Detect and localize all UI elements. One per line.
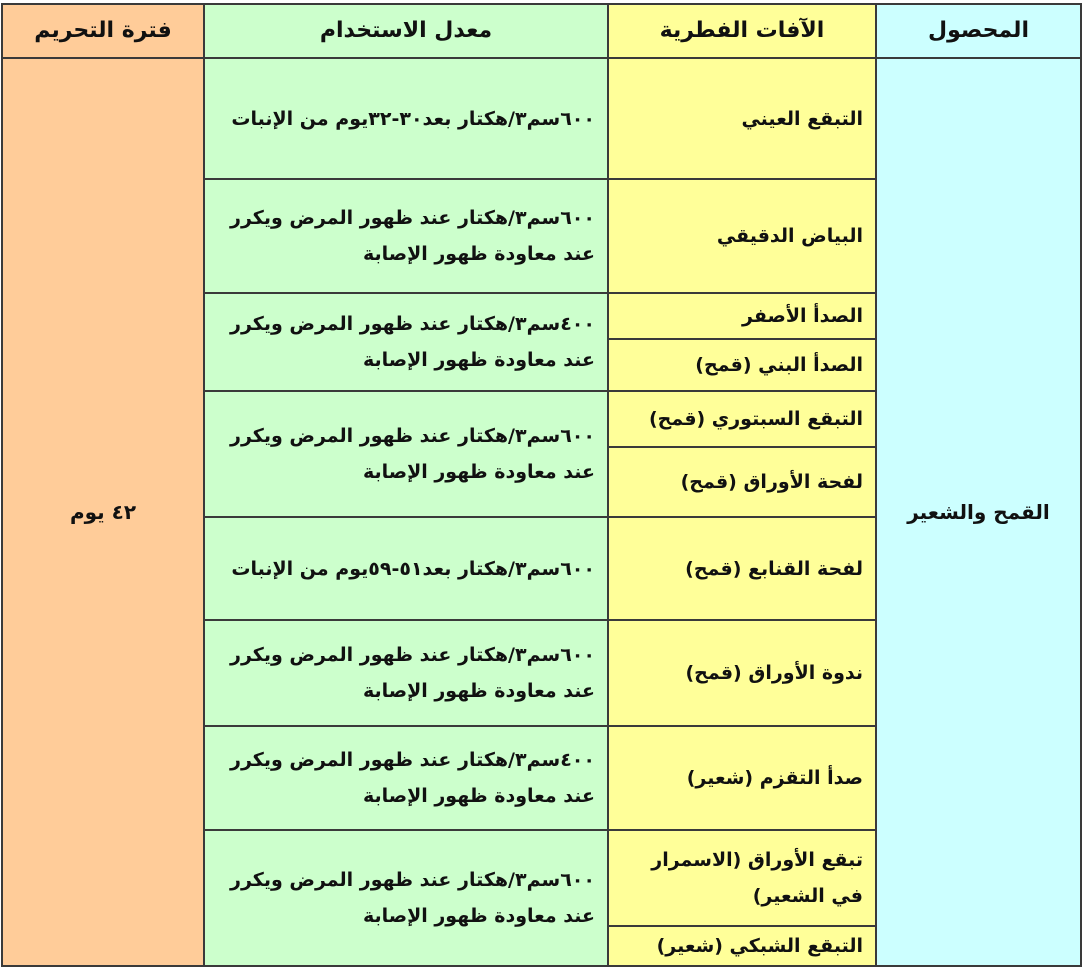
rate-cell: ٦٠٠سم٣/هكتار عند ظهور المرض ويكرر عند معاودة ظهور الإصابة xyxy=(204,830,608,966)
rate-cell: ٦٠٠سم٣/هكتار بعد٣٠-٣٢يوم من الإنبات xyxy=(204,58,608,179)
fungicide-table xyxy=(1,3,1082,967)
pest-cell: التبقع السبتوري (قمح) xyxy=(608,391,876,447)
rate-cell: ٤٠٠سم٣/هكتار عند ظهور المرض ويكرر عند معاودة ظهور الإصابة xyxy=(204,293,608,391)
rate-cell: ٦٠٠سم٣/هكتار عند ظهور المرض ويكرر عند معاودة ظهور الإصابة xyxy=(204,620,608,726)
table-row xyxy=(2,58,1081,179)
header-row xyxy=(2,4,1081,58)
header-period: فترة التحريم xyxy=(2,4,204,58)
pest-cell: التبقع العيني xyxy=(608,58,876,179)
header-pests: الآفات الفطرية xyxy=(608,4,876,58)
crop-cell: القمح والشعير xyxy=(876,58,1081,966)
pest-cell: صدأ التقزم (شعير) xyxy=(608,726,876,830)
period-cell: ٤٢ يوم xyxy=(2,58,204,966)
pest-cell: التبقع الشبكي (شعير) xyxy=(608,926,876,966)
header-crop: المحصول xyxy=(876,4,1081,58)
pest-cell: الصدأ البني (قمح) xyxy=(608,339,876,391)
pest-cell: لفحة الأوراق (قمح) xyxy=(608,447,876,517)
pest-cell: الصدأ الأصفر xyxy=(608,293,876,339)
rate-cell: ٦٠٠سم٣/هكتار عند ظهور المرض ويكرر عند معاودة ظهور الإصابة xyxy=(204,179,608,293)
rate-cell: ٦٠٠سم٣/هكتار بعد٥١-٥٩يوم من الإنبات xyxy=(204,517,608,620)
pest-cell: لفحة القنابع (قمح) xyxy=(608,517,876,620)
header-rate: معدل الاستخدام xyxy=(204,4,608,58)
rate-cell: ٤٠٠سم٣/هكتار عند ظهور المرض ويكرر عند معاودة ظهور الإصابة xyxy=(204,726,608,830)
pest-cell: تبقع الأوراق (الاسمرار في الشعير) xyxy=(608,830,876,926)
pest-cell: البياض الدقيقي xyxy=(608,179,876,293)
rate-cell: ٦٠٠سم٣/هكتار عند ظهور المرض ويكرر عند معاودة ظهور الإصابة xyxy=(204,391,608,517)
pest-cell: ندوة الأوراق (قمح) xyxy=(608,620,876,726)
